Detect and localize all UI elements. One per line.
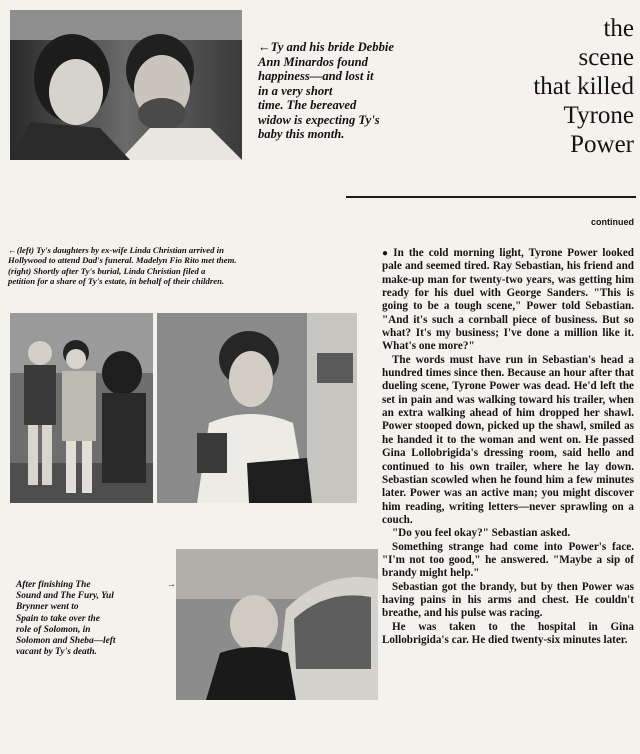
photo-linda-christian — [157, 313, 357, 503]
photo-yul-brynner — [176, 549, 378, 700]
article-body — [382, 247, 634, 647]
headline: the scene that killed Tyrone Power — [533, 15, 634, 158]
photo-daughters — [10, 313, 153, 503]
paragraph: ● In the cold morning light, Tyrone Power looked pale and seemed tired. Ray Sebastian, his friend and make-up man for twenty-two years, was getting him ready for his duel with George Sanders. "This is going to be a tough scene," Power told Sebastian. "And it's such a cornball piece of business. But so what? It's my business; I've done a million like it. What's one more?" — [382, 247, 634, 353]
paragraph: Something strange had come into Power's face. "I'm not too good," he answered. "Maybe a sip of brandy might help." — [382, 540, 634, 580]
arrow-left-icon: ← — [258, 40, 271, 54]
arrow-right-icon: → — [166, 580, 176, 590]
paragraph: "Do you feel okay?" Sebastian asked. — [392, 527, 571, 540]
caption-brynner: After finishing The Sound and The Fury, Yul Brynner went to Spain to take over the role of Solomon, in Solomon and Sheba—left vacant by Ty's death. → — [16, 580, 176, 658]
paragraph: Sebastian got the brandy, but by then Power was having pains in his arms and chest. He couldn't breathe, and his pulse was racing. — [382, 580, 634, 620]
bullet-icon: ● — [382, 248, 391, 259]
headline-rule — [346, 196, 636, 198]
caption-daughters: ←(left) Ty's daughters by ex-wife Linda Christian arrived in Hollywood to attend Dad's funeral. Madelyn Fio Rito met them. (right) Shortly after Ty's burial, Linda Christian filed a petition for a share of Ty's estate, in behalf of their children. — [8, 245, 237, 286]
photo-couple — [10, 10, 242, 160]
arrow-left-icon: ← — [8, 245, 17, 255]
paragraph: The words must have run in Sebastian's head a hundred times since then. Because an hour after that dueling scene, Tyrone Power was dead. He'd left the set in pain and was walking toward his trailer, when an extra walking ahead of him dropped her shawl. Power stooped down, picked up the shawl, smiled as he handed it to the woman and went on. He passed Gina Lollobrigida's dressing room, said hello and continued to his own trailer, where he lay down. Sebastian scowled when he found him a few minutes later. Power was an active man; you might discover him reading, writing letters—never sprawling on a couch. — [382, 353, 634, 526]
paragraph: He was taken to the hospital in Gina Lollobrigida's car. He died twenty-six minutes later. — [382, 620, 634, 646]
continued-label: continued — [591, 217, 634, 227]
caption-couple: ←Ty and his bride Debbie Ann Minardos found happiness—and lost it in a very short time. The bereaved widow is expecting Ty's baby this month. — [258, 40, 394, 141]
